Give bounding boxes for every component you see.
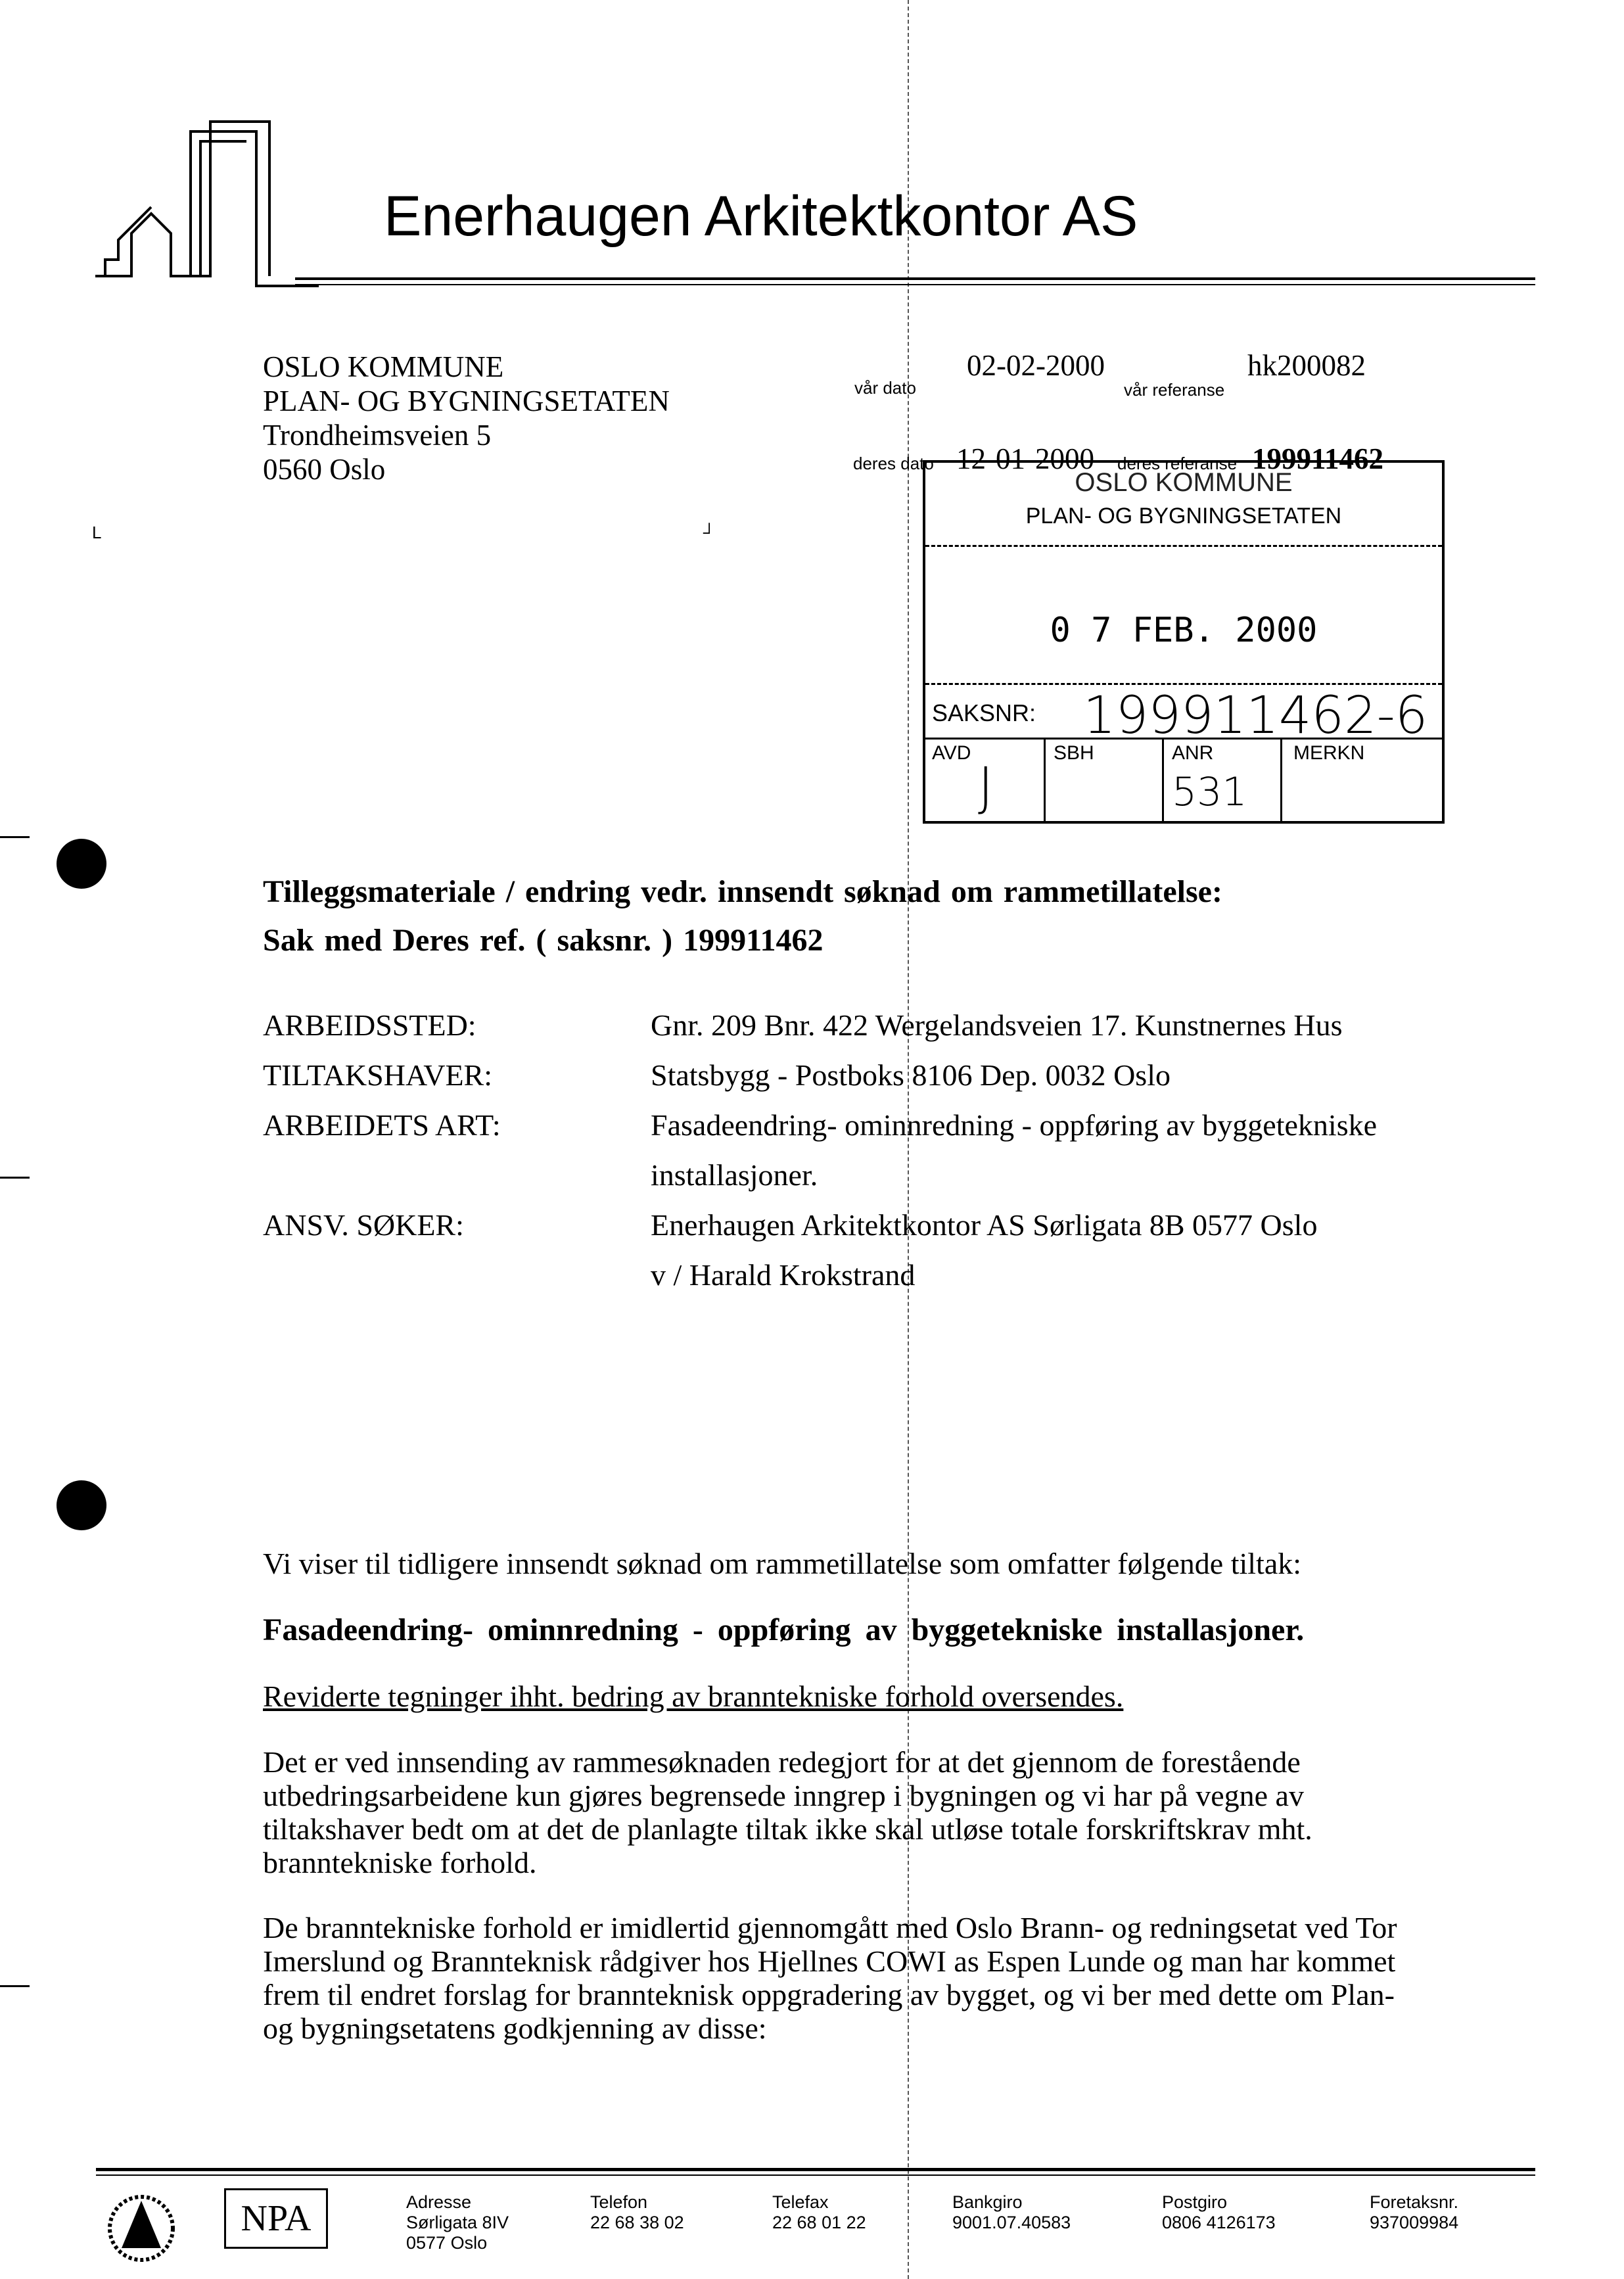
footer-label: Adresse bbox=[406, 2192, 472, 2212]
our-ref: hk200082 bbox=[1247, 349, 1366, 382]
footer-value: 0806 4126173 bbox=[1162, 2213, 1276, 2232]
subject-line: Tilleggsmateriale / endring vedr. innsendt søknad om rammetillatelse: bbox=[263, 874, 1222, 909]
saksnr-label: SAKSNR: bbox=[932, 699, 1036, 726]
footer-value: 22 68 01 22 bbox=[772, 2213, 866, 2232]
field-value: installasjoner. bbox=[651, 1158, 818, 1192]
sbh-label: SBH bbox=[1054, 742, 1094, 764]
revised-text: Reviderte tegninger ihht. bedring av branntekniske forhold oversendes. bbox=[263, 1680, 1124, 1713]
field-value: Fasadeendring- ominnredning - oppføring av byggetekniske bbox=[651, 1108, 1378, 1142]
margin-mark bbox=[0, 1177, 30, 1179]
npa-seal-icon bbox=[105, 2189, 177, 2268]
field-labels bbox=[263, 1000, 501, 1250]
field-label: ARBEIDSSTED: bbox=[263, 1008, 476, 1042]
field-value: Enerhaugen Arkitektkontor AS Sørligata 8B 0577 Oslo bbox=[651, 1208, 1318, 1242]
corner-mark: L bbox=[92, 523, 102, 542]
company-name: Enerhaugen Arkitektkontor AS bbox=[384, 185, 1138, 248]
their-ref-label: deres referanse bbox=[1117, 454, 1238, 473]
paragraph-line: Det er ved innsending av rammesøknaden redegjort for at det gjennom de forestående bbox=[263, 1745, 1301, 1779]
company-logo-icon bbox=[92, 108, 322, 293]
recipient-line: PLAN- OG BYGNINGSETATEN bbox=[263, 385, 670, 417]
paragraph-line: branntekniske forhold. bbox=[263, 1846, 537, 1879]
our-date-label: vår dato bbox=[854, 378, 916, 398]
punch-hole bbox=[57, 1480, 106, 1530]
field-label: TILTAKSHAVER: bbox=[263, 1058, 493, 1092]
corner-mark: ┘ bbox=[703, 523, 716, 542]
anr-label: ANR bbox=[1172, 742, 1214, 764]
stamp-received-date: 0 7 FEB. 2000 bbox=[1050, 611, 1318, 650]
stamp-org: OSLO KOMMUNE bbox=[1075, 468, 1293, 497]
footer-address bbox=[406, 2192, 509, 2253]
intro-text: Vi viser til tidligere innsendt søknad om rammetillatelse som omfatter følgende tiltak: bbox=[263, 1547, 1302, 1580]
header-rule-thin bbox=[295, 284, 1535, 285]
paragraph-line: frem til endret forslag for brannteknisk oppgradering av bygget, og vi ber med dette om Plan- bbox=[263, 1978, 1395, 2011]
their-date: 12-01-2000 bbox=[956, 442, 1094, 475]
npa-logo: NPA bbox=[224, 2188, 328, 2249]
footer-rule bbox=[96, 2168, 1535, 2171]
saksnr-value: 199911462-6 bbox=[1083, 686, 1428, 745]
footer-value: 0577 Oslo bbox=[406, 2233, 488, 2253]
paragraph-1 bbox=[263, 1745, 1312, 1879]
field-value: v / Harald Krokstrand bbox=[651, 1258, 916, 1292]
recipient-line: 0560 Oslo bbox=[263, 453, 386, 486]
recipient-line: OSLO KOMMUNE bbox=[263, 350, 504, 383]
footer-label: Bankgiro bbox=[952, 2192, 1023, 2212]
our-ref-label: vår referanse bbox=[1124, 380, 1225, 400]
header-rule bbox=[295, 277, 1535, 280]
field-values bbox=[651, 1000, 1377, 1300]
their-ref: 199911462 bbox=[1252, 442, 1384, 475]
subject bbox=[263, 868, 1222, 965]
paragraph-line: tiltakshaver bedt om at det de planlagte tiltak ikke skal utløse totale forskriftskrav mht. bbox=[263, 1812, 1312, 1846]
footer-postgiro bbox=[1162, 2192, 1276, 2233]
field-value: Gnr. 209 Bnr. 422 Wergelandsveien 17. Kunstnernes Hus bbox=[651, 1008, 1343, 1042]
their-date-label: deres dato bbox=[853, 454, 934, 473]
measures-text: Fasadeendring- ominnredning - oppføring av byggetekniske installasjoner. bbox=[263, 1612, 1305, 1647]
punch-hole bbox=[57, 839, 106, 889]
footer-value: 9001.07.40583 bbox=[952, 2213, 1071, 2232]
paragraph-2 bbox=[263, 1911, 1397, 2045]
paragraph-line: utbedringsarbeidene kun gjøres begrensede inngrep i bygningen og vi har på vegne av bbox=[263, 1779, 1304, 1812]
paragraph-line: og bygningsetatens godkjenning av disse: bbox=[263, 2011, 767, 2045]
footer-value: 937009984 bbox=[1370, 2213, 1459, 2232]
field-label: ARBEIDETS ART: bbox=[263, 1108, 501, 1142]
recipient-address bbox=[263, 350, 670, 486]
footer-rule-thin bbox=[96, 2174, 1535, 2176]
field-label: ANSV. SØKER: bbox=[263, 1208, 464, 1242]
margin-mark bbox=[0, 836, 30, 838]
margin-mark bbox=[0, 1985, 30, 1987]
footer-org-number bbox=[1370, 2192, 1458, 2233]
recipient-line: Trondheimsveien 5 bbox=[263, 419, 492, 452]
merkn-label: MERKN bbox=[1293, 742, 1365, 764]
footer-bankgiro bbox=[952, 2192, 1071, 2233]
subject-line: Sak med Deres ref. ( saksnr. ) 199911462 bbox=[263, 923, 824, 958]
stamp-grid bbox=[925, 738, 1442, 823]
avd-label: AVD bbox=[932, 742, 971, 764]
paragraph-line: De branntekniske forhold er imidlertid gjennomgått med Oslo Brann- og redningsetat ved Tor bbox=[263, 1911, 1397, 1944]
field-value: Statsbygg - Postboks 8106 Dep. 0032 Oslo bbox=[651, 1058, 1171, 1092]
footer-value: 22 68 38 02 bbox=[590, 2213, 684, 2232]
footer-label: Foretaksnr. bbox=[1370, 2192, 1459, 2212]
footer-label: Telefon bbox=[590, 2192, 648, 2212]
our-date: 02-02-2000 bbox=[967, 349, 1105, 382]
footer-fax bbox=[772, 2192, 866, 2233]
footer-label: Telefax bbox=[772, 2192, 829, 2212]
anr-value: 531 bbox=[1172, 769, 1247, 815]
footer-label: Postgiro bbox=[1162, 2192, 1228, 2212]
stamp-dept: PLAN- OG BYGNINGSETATEN bbox=[1025, 504, 1342, 529]
received-stamp bbox=[923, 460, 1445, 824]
footer-value: Sørligata 8IV bbox=[406, 2213, 509, 2232]
avd-value: J bbox=[978, 756, 994, 817]
paragraph-line: Imerslund og Brannteknisk rådgiver hos Hjellnes COWI as Espen Lunde og man har kommet bbox=[263, 1944, 1396, 1978]
footer-phone bbox=[590, 2192, 684, 2233]
